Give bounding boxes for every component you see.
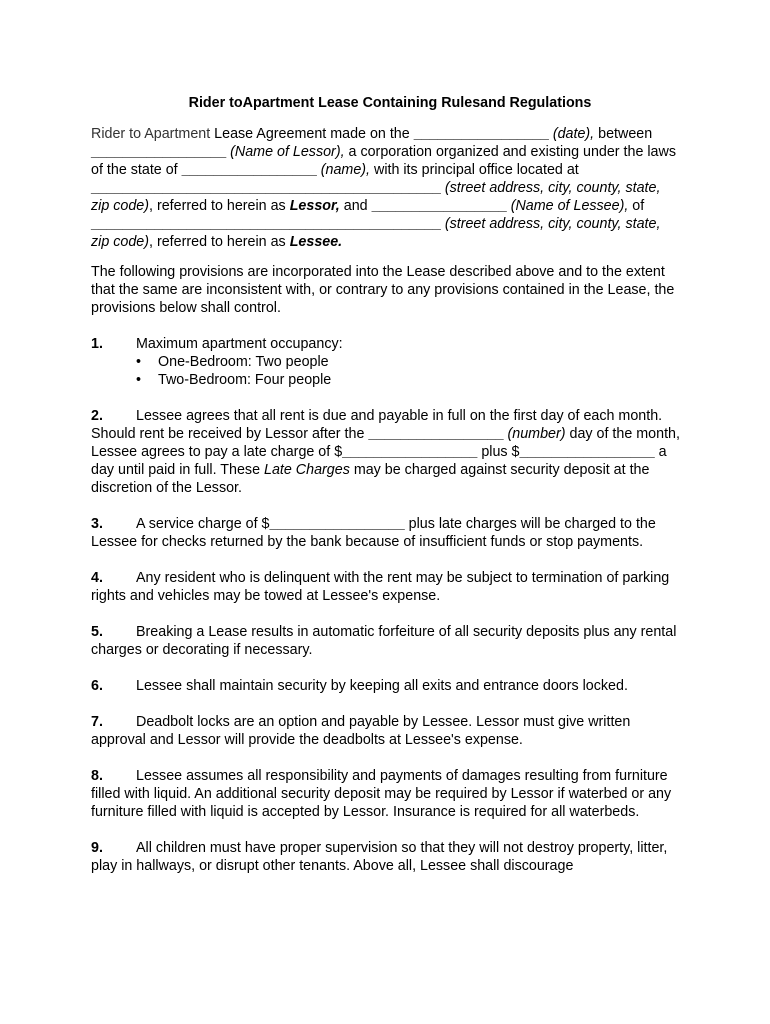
service-charge-blank[interactable]: _________________ xyxy=(269,516,405,532)
list-item-text: One-Bedroom: Two people xyxy=(158,354,329,370)
intro-text: and xyxy=(339,198,372,214)
date-hint: (date), xyxy=(548,126,595,142)
provision-item-1 xyxy=(91,335,681,389)
daily-charge-blank[interactable]: _________________ xyxy=(519,444,655,460)
intro-text: a corporation organized and existing under the laws of the state of xyxy=(91,144,676,178)
item-text: All children must have proper supervision so that they will not destroy property, litter, play in hallways, or disrupt other tenants. Above all, Lessee shall discourage xyxy=(91,840,668,874)
provision-item-2 xyxy=(91,407,681,497)
item-text: Any resident who is delinquent with the rent may be subject to termination of parking rights and vehicles may be towed at Lessee's expense. xyxy=(91,570,670,604)
list-item xyxy=(136,353,681,371)
item-number: 8. xyxy=(91,768,103,784)
provisions-paragraph: The following provisions are incorporated into the Lease described above and to the extent that the same are inconsistent with, or contrary to any provisions contained in the Lease, the provisions below shall control. xyxy=(91,264,675,316)
item-number: 3. xyxy=(91,516,103,532)
intro-text: Lease Agreement made on the xyxy=(210,126,414,142)
provision-item-4 xyxy=(91,569,681,605)
lessor-name-hint: (Name of Lessor), xyxy=(226,144,345,160)
document-body xyxy=(91,94,681,893)
late-day-blank[interactable]: _________________ xyxy=(368,426,504,442)
item-number: 7. xyxy=(91,714,103,730)
occupancy-list xyxy=(91,353,681,389)
intro-paragraph xyxy=(91,125,681,251)
lessee-address-blank[interactable]: ____________________________________________ xyxy=(91,216,441,232)
provision-item-7 xyxy=(91,713,681,749)
item-text: plus $ xyxy=(477,444,520,460)
lessee-name-blank[interactable]: _________________ xyxy=(371,198,507,214)
state-name-hint: (name), xyxy=(316,162,371,178)
bullet-icon: • xyxy=(136,354,142,370)
lessor-term: Lessor, xyxy=(289,198,340,214)
lessor-address-blank[interactable]: ____________________________________________ xyxy=(91,180,441,196)
item-text: Maximum apartment occupancy: xyxy=(136,336,343,352)
lessee-name-hint: (Name of Lessee), xyxy=(506,198,629,214)
item-text: Lessee assumes all responsibility and payments of damages resulting from furniture filled with liquid. An additional security deposit may be required by Lessor if waterbed or any furniture filled with liquid is accepted by Lessor. Insurance is required for all waterbeds. xyxy=(91,768,672,820)
item-text: Lessee agrees that all rent is due and payable in full on the first day of each month. Should rent be received by Lessor after the xyxy=(91,408,663,442)
lessee-address-hint: (street address, city, county, state, zip code) xyxy=(91,216,661,250)
item-text: Deadbolt locks are an option and payable by Lessee. Lessor must give written approval and Lessor will provide the deadbolts at Lessee's expense. xyxy=(91,714,631,748)
list-item xyxy=(136,371,681,389)
provision-item-8 xyxy=(91,767,681,821)
date-blank[interactable]: _________________ xyxy=(413,126,549,142)
item-text: plus late charges will be charged to the Lessee for checks returned by the bank because of insufficient funds or stop payments. xyxy=(91,516,656,550)
item-text: Lessee shall maintain security by keeping all exits and entrance doors locked. xyxy=(136,678,628,694)
item-text: a day until paid in full. These xyxy=(91,444,667,478)
item-number: 5. xyxy=(91,624,103,640)
item-number: 4. xyxy=(91,570,103,586)
lessor-address-hint: (street address, city, county, state, zip code) xyxy=(91,180,661,214)
item-text: Breaking a Lease results in automatic forfeiture of all security deposits plus any rental charges or decorating if necessary. xyxy=(91,624,677,658)
item-number: 9. xyxy=(91,840,103,856)
intro-text: , referred to herein as xyxy=(149,234,290,250)
intro-text: , referred to herein as xyxy=(149,198,290,214)
provision-item-3 xyxy=(91,515,681,551)
item-number: 2. xyxy=(91,408,103,424)
late-charges-term: Late Charges xyxy=(264,462,350,478)
item-number: 1. xyxy=(91,336,103,352)
list-item-text: Two-Bedroom: Four people xyxy=(158,372,332,388)
item-text: may be charged against security deposit at the discretion of the Lessor. xyxy=(91,462,650,496)
lessee-term: Lessee. xyxy=(289,234,343,250)
provision-item-6 xyxy=(91,677,681,695)
intro-text: of xyxy=(628,198,645,214)
state-blank[interactable]: _________________ xyxy=(181,162,317,178)
provision-item-5 xyxy=(91,623,681,659)
intro-text: between xyxy=(594,126,653,142)
item-number: 6. xyxy=(91,678,103,694)
lessor-name-blank[interactable]: _________________ xyxy=(91,144,227,160)
intro-text: with its principal office located at xyxy=(370,162,579,178)
item-text: A service charge of $ xyxy=(136,516,270,532)
intro-lead: Rider to Apartment xyxy=(91,126,211,142)
late-charge-blank[interactable]: _________________ xyxy=(342,444,478,460)
bullet-icon: • xyxy=(136,372,142,388)
provision-item-9 xyxy=(91,839,681,875)
document-title: Rider toApartment Lease Containing Rulesand Regulations xyxy=(188,95,592,111)
item-text: day of the month, Lessee agrees to pay a late charge of $ xyxy=(91,426,680,460)
number-hint: (number) xyxy=(503,426,566,442)
